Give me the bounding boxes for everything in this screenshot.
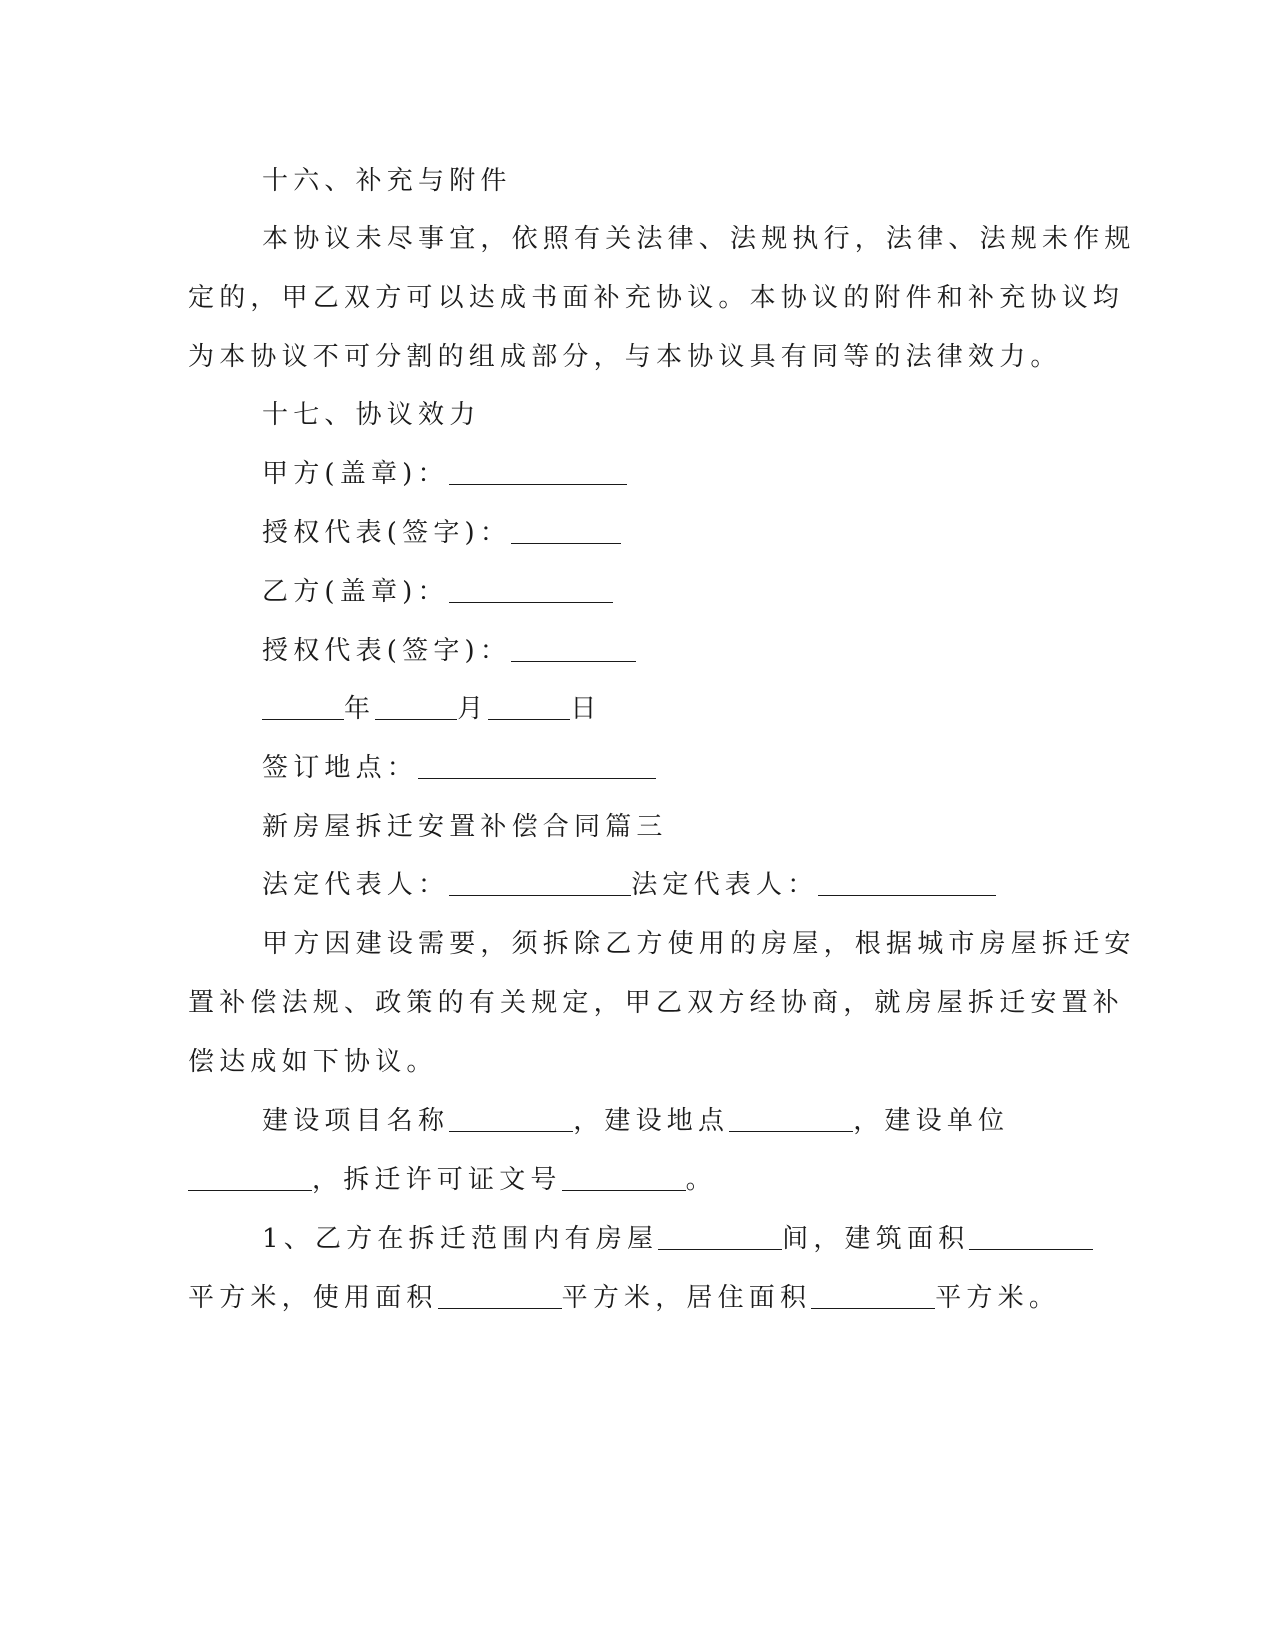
building-area-blank[interactable] (969, 1225, 1093, 1250)
section-16-heading: 十六、补充与附件 (262, 166, 512, 196)
project-unit-blank[interactable] (188, 1166, 312, 1191)
party-b-seal-label: 乙方(盖章)： (262, 577, 449, 607)
signing-place-label: 签订地点： (262, 753, 419, 783)
permit-label: ，拆迁许可证文号 (312, 1165, 562, 1195)
signing-place-row (262, 751, 656, 785)
legal-rep-b-blank[interactable] (818, 871, 996, 896)
project-row-2 (188, 1163, 717, 1197)
party-a-rep-row (262, 516, 621, 550)
party-b-seal-blank[interactable] (449, 578, 613, 603)
day-label: 日 (570, 694, 602, 724)
project-site-label: ，建设地点 (573, 1106, 730, 1136)
month-blank[interactable] (375, 695, 457, 720)
day-blank[interactable] (488, 695, 570, 720)
living-area-blank[interactable] (811, 1284, 935, 1309)
section-16-line-3: 为本协议不可分割的组成部分，与本协议具有同等的法律效力。 (188, 342, 1062, 372)
legal-rep-label-b: 法定代表人： (631, 870, 819, 900)
contract-3-title: 新房屋拆迁安置补偿合同篇三 (262, 812, 668, 842)
year-label: 年 (344, 694, 376, 724)
intro-line-1: 甲方因建设需要，须拆除乙方使用的房屋，根据城市房屋拆迁安 (262, 929, 1136, 959)
legal-rep-label-a: 法定代表人： (262, 870, 450, 900)
party-a-seal-blank[interactable] (449, 460, 627, 485)
project-unit-label: ，建设单位 (853, 1106, 1010, 1136)
section-16-line-1: 本协议未尽事宜，依照有关法律、法规执行，法律、法规未作规 (262, 224, 1136, 254)
party-b-rep-row (262, 634, 636, 668)
legal-rep-a-blank[interactable] (449, 871, 631, 896)
section-16-line-2: 定的，甲乙双方可以达成书面补充协议。本协议的附件和补充协议均 (188, 283, 1125, 313)
section-17-heading: 十七、协议效力 (262, 400, 481, 430)
project-row-1 (262, 1104, 1009, 1138)
month-label: 月 (457, 694, 489, 724)
permit-period: 。 (685, 1165, 717, 1195)
project-site-blank[interactable] (729, 1107, 853, 1132)
party-b-rep-label: 授权代表(签字)： (262, 636, 512, 666)
party-a-seal-row (262, 457, 627, 491)
year-blank[interactable] (262, 695, 344, 720)
party-a-seal-label: 甲方(盖章)： (262, 459, 449, 489)
intro-line-2: 置补偿法规、政策的有关规定，甲乙双方经协商，就房屋拆迁安置补 (188, 988, 1125, 1018)
signing-place-blank[interactable] (418, 754, 656, 779)
usable-area-blank[interactable] (438, 1284, 562, 1309)
item-1-usable-area-label: 平方米，使用面积 (188, 1283, 438, 1313)
party-b-rep-blank[interactable] (511, 637, 636, 662)
party-a-rep-label: 授权代表(签字)： (262, 518, 512, 548)
date-row (262, 692, 602, 726)
item-1-unit-end: 平方米。 (935, 1283, 1061, 1313)
party-b-seal-row (262, 575, 613, 609)
item-1-building-area-label: 间，建筑面积 (782, 1224, 970, 1254)
rooms-blank[interactable] (658, 1225, 782, 1250)
permit-blank[interactable] (562, 1166, 686, 1191)
item-1-row-2 (188, 1281, 1060, 1315)
item-1-rooms-label: 1、乙方在拆迁范围内有房屋 (262, 1224, 659, 1254)
item-1-living-area-label: 平方米，居住面积 (561, 1283, 812, 1313)
project-name-blank[interactable] (449, 1107, 573, 1132)
intro-line-3: 偿达成如下协议。 (188, 1047, 438, 1077)
project-name-label: 建设项目名称 (262, 1106, 450, 1136)
party-a-rep-blank[interactable] (511, 519, 621, 544)
item-1-row-1 (262, 1222, 1093, 1256)
legal-rep-row (262, 868, 996, 902)
